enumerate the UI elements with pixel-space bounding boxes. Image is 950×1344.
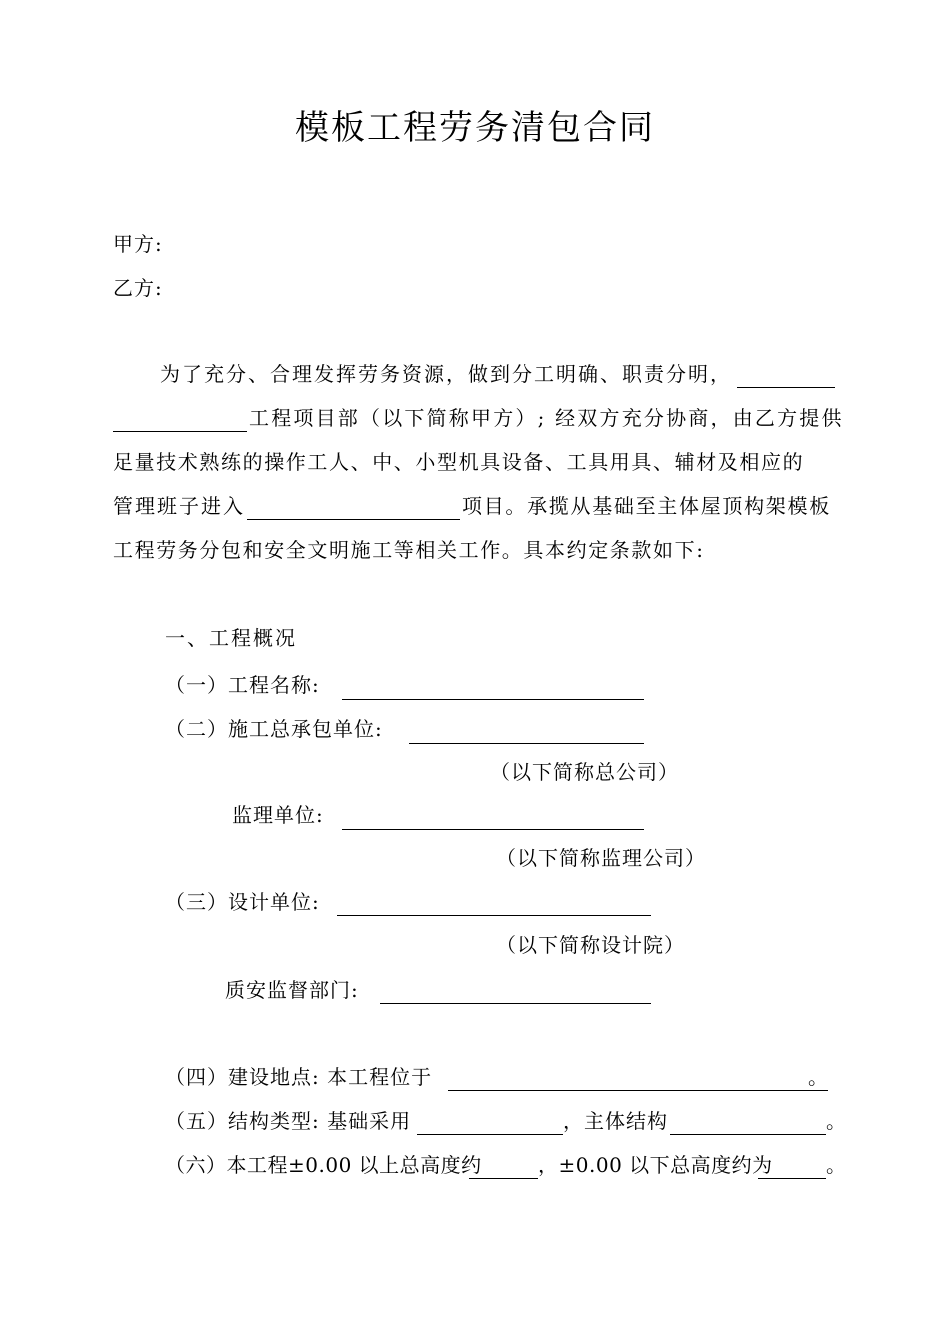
blank-height-above [469,1178,538,1179]
note-supervision: （以下简称监理公司） [496,846,706,870]
item-height-below: ，±0.00 以下总高度约为 [538,1153,773,1177]
height-end-mark: 。 [826,1153,847,1177]
note-design-unit: （以下简称设计院） [496,933,685,957]
item-project-name: （一）工程名称: [165,673,320,697]
intro-blank-1 [737,387,835,388]
blank-location [448,1090,828,1091]
item-general-contractor: （二）施工总承包单位: [165,717,383,741]
blank-height-below [758,1178,826,1179]
intro-blank-project [247,519,460,520]
intro-line-4a: 管理班子进入 [113,494,245,518]
structure-end-mark: 。 [826,1109,847,1133]
item-height: （六）本工程±0.00 以上总高度约 [165,1153,482,1177]
blank-foundation [417,1134,563,1135]
blank-supervision [342,829,644,830]
location-end-mark: 。 [808,1065,829,1089]
intro-line-1: 为了充分、合理发挥劳务资源，做到分工明确、职责分明， [160,362,732,386]
blank-project-name [342,699,644,700]
item-location: （四）建设地点: 本工程位于 [165,1065,433,1089]
blank-quality-safety [380,1003,651,1004]
blank-general-contractor [409,743,644,744]
item-main-structure: ，主体结构 [563,1109,668,1133]
item-structure-type: （五）结构类型: 基础采用 [165,1109,412,1133]
party-a-label: 甲方: [113,232,163,256]
item-design-unit: （三）设计单位: [165,890,320,914]
intro-line-4b: 项目。承揽从基础至主体屋顶构架模板 [462,494,831,518]
intro-line-2: 工程项目部（以下简称甲方）; 经双方充分协商，由乙方提供 [249,406,844,430]
blank-main-structure [670,1134,826,1135]
blank-design-unit [337,915,651,916]
intro-line-5: 工程劳务分包和安全文明施工等相关工作。具本约定条款如下: [113,538,705,562]
party-b-label: 乙方: [113,276,163,300]
item-supervision: 监理单位: [232,803,324,827]
intro-blank-2 [113,431,247,432]
document-title: 模板工程劳务清包合同 [295,108,655,148]
item-quality-safety: 质安监督部门: [225,978,359,1002]
intro-line-3: 足量技术熟练的操作工人、中、小型机具设备、工具用具、辅材及相应的 [113,450,805,474]
note-general-contractor: （以下简称总公司） [490,760,679,784]
section-1-heading: 一、工程概况 [165,626,297,650]
